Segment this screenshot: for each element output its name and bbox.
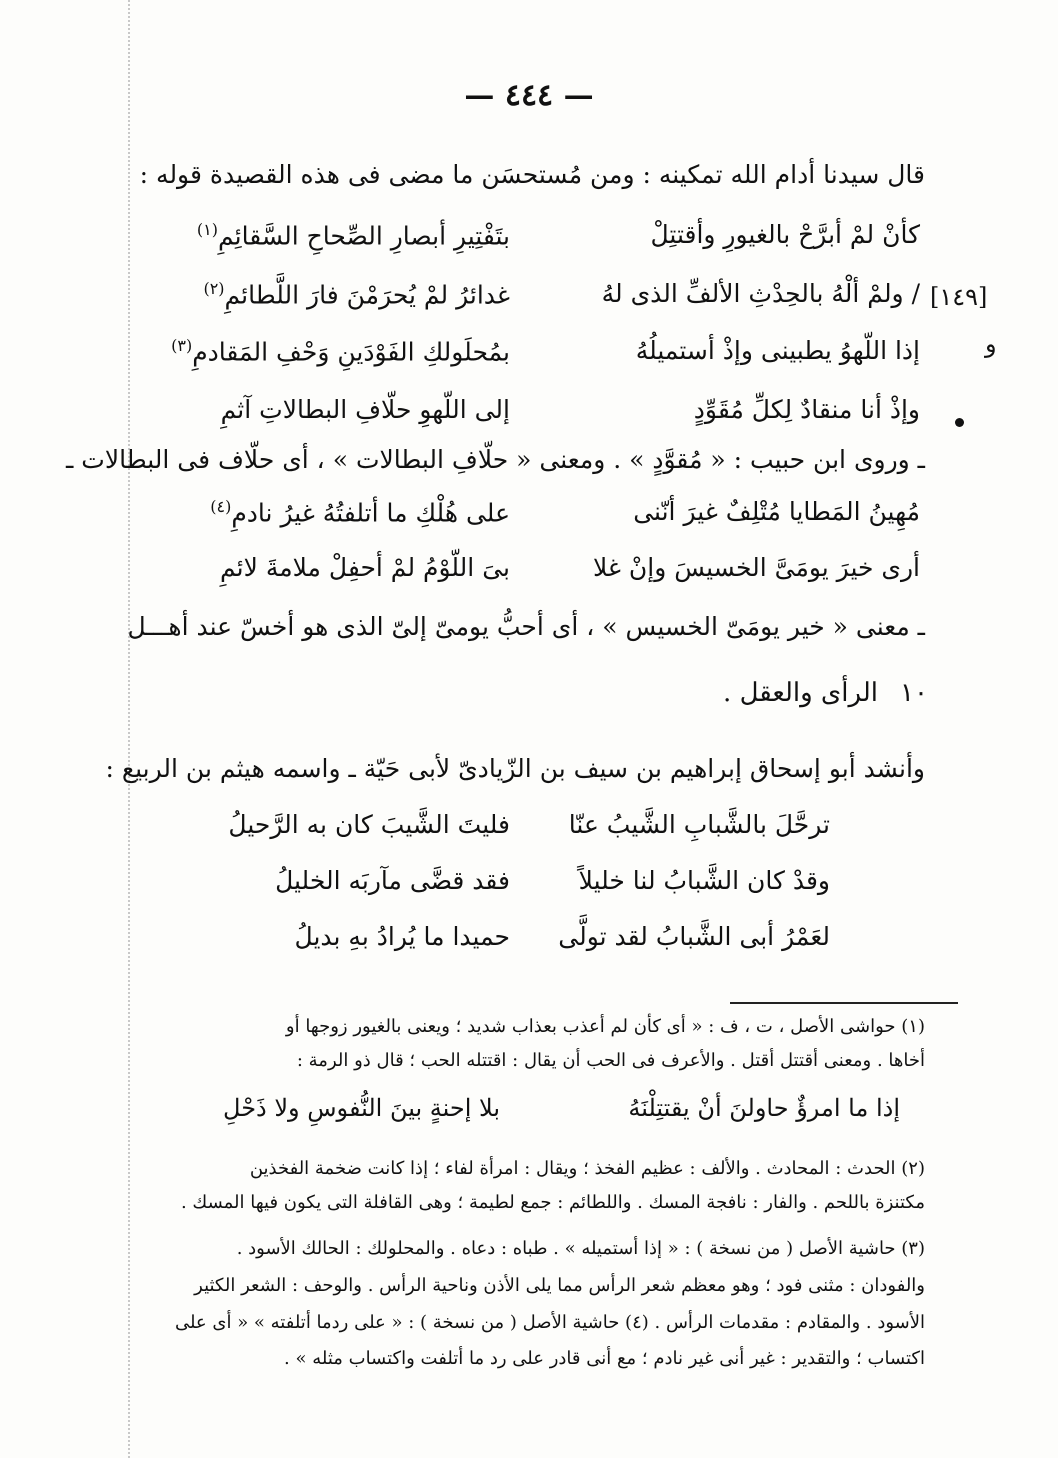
line-number-marker: ١٠ <box>900 678 928 708</box>
verse-4-hemistich-1: وإذْ أنا منقادٌ لِكلِّ مُقَوِّدٍ <box>693 395 920 424</box>
verse-8-hemistich-2: فقد قضَّى مآربَه الخليلُ <box>275 866 510 895</box>
verse-3-hemistich-1: إذا اللّهوُ يطبينى وإذْ أستميلُهُ <box>635 336 920 365</box>
verse-6-hemistich-2: بىَ اللّوْمُ لمْ أحفِلْ ملامةَ لائمِ <box>220 553 510 582</box>
footnote-2-cont: مكتنزة باللحم . والفار : نافجة المسك . واللطائم : جمع لطيمة ؛ وهى القافلة التى يكون فيها المسك . <box>180 1192 925 1213</box>
verse-5 <box>180 497 920 545</box>
verse-7 <box>228 810 830 858</box>
footnote-3-4: الأسود . والمقادم : مقدمات الرأس . (٤) حاشية الأصل ( من نسخة ) : « على ردما أتلفته » « أى على <box>174 1312 925 1333</box>
verse-1-hemistich-1: كأنْ لمْ أبرَّحْ بالغيورِ وأقتتِلْ <box>650 220 920 249</box>
footnote-verse-hemistich-1: إذا ما امرؤٌ حاولنَ أنْ يقتتِلْنَهُ <box>628 1094 900 1122</box>
verse-6-hemistich-1: أرى خيرَ يومَىَّ الخسيسَ وإنْ غلا <box>592 553 920 582</box>
footnote-marker-2[interactable]: (٢) <box>203 279 225 298</box>
footnote-verse <box>200 1094 900 1138</box>
verse-7-hemistich-2: فليتَ الشَّيبَ كان به الرَّحيلُ <box>228 810 510 839</box>
footnote-marker-3[interactable]: (٣) <box>171 336 193 355</box>
verse-3-hemistich-2: بمُحلَولكِ الفَوْدَينِ وَحْفِ المَقادمِ$^{(٣)}$ <box>171 336 510 367</box>
margin-verso-mark: و <box>985 330 997 358</box>
verse-3 <box>171 336 920 384</box>
verse-5-hemistich-2: على هُلْكِ ما أتلفتُهُ غيرُ نادمِ$^{(٤)}$ <box>210 497 510 528</box>
verse-8 <box>250 866 830 914</box>
verse-4 <box>180 395 920 443</box>
verse-1-hemistich-2: بتَفْتِيرِ أبصارِ الصِّحاحِ السَّقائِمِ$^{(١)}$ <box>196 220 510 251</box>
margin-bullet-icon <box>955 418 964 427</box>
footnote-3-cont: والفودان : مثنى فود ؛ وهو معظم شعر الرأس مما يلى الأذن وناحية الرأس . والوحف : الشعر الكثير <box>194 1275 925 1296</box>
footnote-verse-hemistich-2: بلا إحنةٍ بينَ النُّفوسِ ولا ذَحْلِ <box>223 1094 500 1122</box>
footnote-1-cont: أخاها . ومعنى أقتتل أقتل . والأعرف فى الحب أن يقال : اقتتله الحب ؛ قال ذو الرمة : <box>296 1050 925 1071</box>
verse-9 <box>250 922 830 970</box>
footnote-marker-1[interactable]: (١) <box>196 220 218 239</box>
page-edge-dotted-line <box>128 0 130 1458</box>
verse-7-hemistich-1: ترحَّلَ بالشَّبابِ الشَّيبُ عنّا <box>568 810 830 839</box>
footnote-divider <box>730 1002 958 1004</box>
attribution-line: وأنشد أبو إسحاق إبراهيم بن سيف بن الزّيادىّ لأبى حَيّة ـ واسمه هيثم بن الربيع : <box>105 754 925 783</box>
verse-5-hemistich-1: مُهِينُ المَطايا مُتْلِفٌ غيرَ أنّنى <box>633 497 920 526</box>
footnote-marker-4[interactable]: (٤) <box>210 497 232 516</box>
verse-6 <box>180 553 920 601</box>
verse-9-hemistich-2: حميدا ما يُرادُ بهِ بديلُ <box>294 922 510 951</box>
verse-8-hemistich-1: وقدْ كان الشَّبابُ لنا خليلاً <box>578 866 830 895</box>
verse-4-hemistich-2: إلى اللّهوِ حلّافِ البطالاتِ آثمِ <box>220 395 510 424</box>
footnote-3: (٣) حاشية الأصل ( من نسخة ) : « إذا أستميله » . طباه : دعاه . والمحلولك : الحالك الأسود . <box>236 1238 925 1259</box>
page-number: — ٤٤٤ — <box>464 78 594 113</box>
section-title: الرأى والعقل . <box>723 678 878 708</box>
verse-1 <box>180 220 920 268</box>
verse-2-hemistich-2: غدائرُ لمْ يُحرَمْنَ فارَ اللَّطائمِ$^{(٢)}$ <box>203 279 510 310</box>
intro-line: قال سيدنا أدام الله تمكينه : ومن مُستحسَن ما مضى فى هذه القصيدة قوله : <box>139 160 925 189</box>
footnote-4-cont: اكتساب ؛ والتقدير : غير أنى غير نادم ؛ مع أنى قادر على رد ما أتلفت واكتساب مثله » . <box>284 1348 925 1369</box>
verse-9-hemistich-1: لعَمْرُ أبى الشَّبابُ لقد تولَّى <box>558 922 830 951</box>
verse-2-hemistich-1: / ولمْ ألْهُ بالحِدْثِ الألفِّ الذى لهُ <box>601 279 920 308</box>
footnote-2: (٢) الحدث : المحادث . والألف : عظيم الفخذ ؛ ويقال : امرأة لفاء ؛ إذا كانت ضخمة الفخذين <box>249 1158 925 1179</box>
footnote-1: (١) حواشى الأصل ، ت ، ف : « أى كأن لم أعذب بعذاب شديد ؛ ويعنى بالغيور زوجها أو <box>285 1016 925 1037</box>
commentary-line-1: ـ وروى ابن حبيب : « مُقوَّدٍ » . ومعنى « حلّافِ البطالات » ، أى حلّاف فى البطالات ـ <box>66 445 925 474</box>
commentary-line-2: ـ معنى « خير يومَىّ الخسيس » ، أى أحبُّ يومىّ إلىّ الذى هو أخسّ عند أهـــل <box>127 612 925 641</box>
margin-folio-reference: [١٤٩] <box>930 283 988 311</box>
verse-2 <box>180 279 920 327</box>
